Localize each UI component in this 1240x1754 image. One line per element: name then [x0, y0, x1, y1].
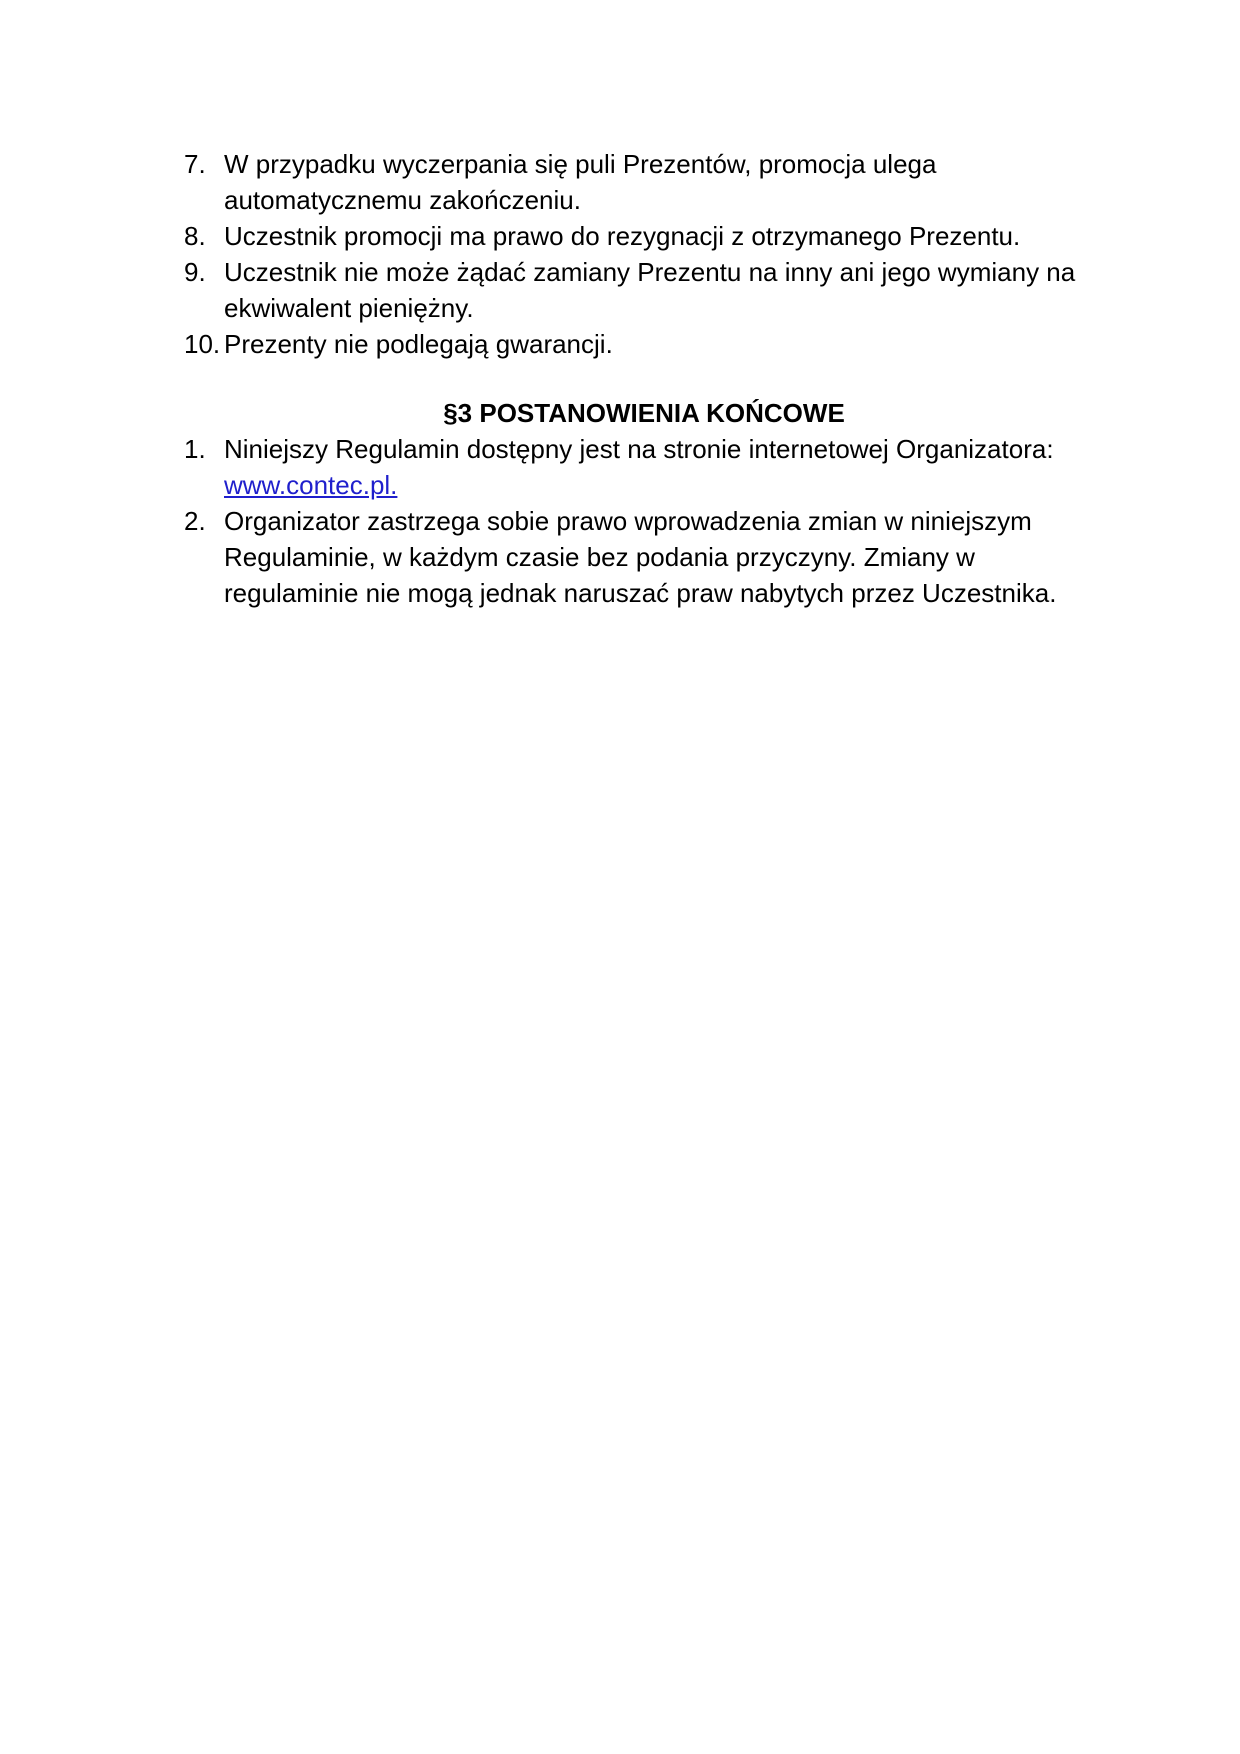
list-item-text: W przypadku wyczerpania się puli Prezentów, promocja ulega automatycznemu zakończeniu.	[224, 149, 937, 215]
list-item	[184, 431, 1104, 503]
list-item-text: Organizator zastrzega sobie prawo wprowadzenia zmian w niniejszym Regulaminie, w każdym czasie bez podania przyczyny. Zmiany w regulaminie nie mogą jednak naruszać praw nabytych przez Uczestnika.	[224, 506, 1057, 608]
section3-heading: §3 POSTANOWIENIA KOŃCOWE	[443, 398, 845, 428]
document-body	[184, 146, 1104, 611]
list-item-number: 1.	[184, 434, 206, 464]
section3-list	[184, 431, 1104, 611]
list-item-text: Uczestnik promocji ma prawo do rezygnacji z otrzymanego Prezentu.	[224, 221, 1021, 251]
list-item	[184, 146, 1104, 218]
list-item-number: 2.	[184, 506, 206, 536]
list-item	[184, 218, 1104, 254]
section2-list	[184, 146, 1104, 362]
list-item-text: Prezenty nie podlegają gwarancji.	[224, 329, 613, 359]
list-item	[184, 503, 1104, 611]
list-item-number: 8.	[184, 221, 206, 251]
list-item	[184, 254, 1104, 326]
organizer-website-link[interactable]: www.contec.pl.	[224, 470, 398, 500]
list-item-number: 7.	[184, 149, 206, 179]
list-item-number: 10.	[184, 329, 221, 359]
list-item	[184, 326, 1104, 362]
list-item-text: Uczestnik nie może żądać zamiany Prezentu na inny ani jego wymiany na ekwiwalent pieniężny.	[224, 257, 1076, 323]
list-item-text: Niniejszy Regulamin dostępny jest na stronie internetowej Organizatora:	[224, 434, 1054, 464]
list-item-number: 9.	[184, 257, 206, 287]
